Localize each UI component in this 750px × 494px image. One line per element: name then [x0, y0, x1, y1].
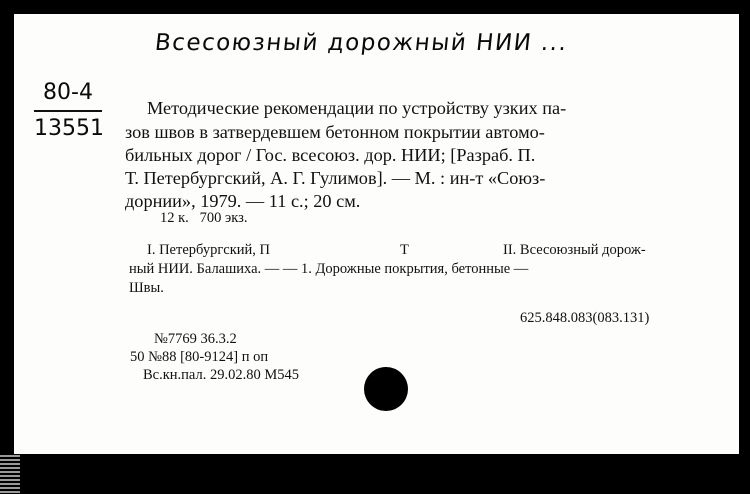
tracing-3: Швы.	[129, 280, 164, 296]
copies-line: 12 к. 700 экз.	[160, 210, 248, 226]
entry-line-4: Т. Петербургский, А. Г. Гулимов]. — М. : ин-т «Союз-	[125, 168, 546, 188]
entry-line-3: бильных дорог / Гос. всесоюз. дор. НИИ; [Разраб. П.	[125, 145, 536, 165]
tracing-1-left: I. Петербургский, П	[147, 242, 271, 258]
entry-line-1: Методические рекомендации по устройству узких па-	[147, 98, 567, 118]
shelf-mark-top: 80-4	[34, 76, 102, 112]
shelf-mark-bottom: 13551	[34, 116, 104, 141]
entry-line-5: дорнии», 1979. — 11 с.; 20 см.	[125, 191, 361, 211]
handwritten-header: Всесоюзный дорожный НИИ ...	[153, 30, 569, 56]
tracing-1-mid: Т	[400, 242, 409, 258]
tracing-2: ный НИИ. Балашиха. — — 1. Дорожные покрытия, бетонные —	[129, 261, 529, 277]
service-line-1: №7769 36.3.2	[154, 331, 237, 347]
service-line-2: 50 №88 [80-9124] п оп	[130, 349, 269, 365]
udc-number: 625.848.083(083.131)	[520, 310, 650, 326]
tracing-1-right: II. Всесоюзный дорож-	[503, 242, 646, 258]
shelf-mark	[34, 76, 104, 146]
service-line-3: Вс.кн.пал. 29.02.80 М545	[143, 367, 299, 383]
entry-line-2: зов швов в затвердевшем бетонном покрытии автомо-	[125, 122, 545, 142]
scan-edge-strip	[0, 455, 20, 494]
punch-hole	[364, 367, 408, 411]
